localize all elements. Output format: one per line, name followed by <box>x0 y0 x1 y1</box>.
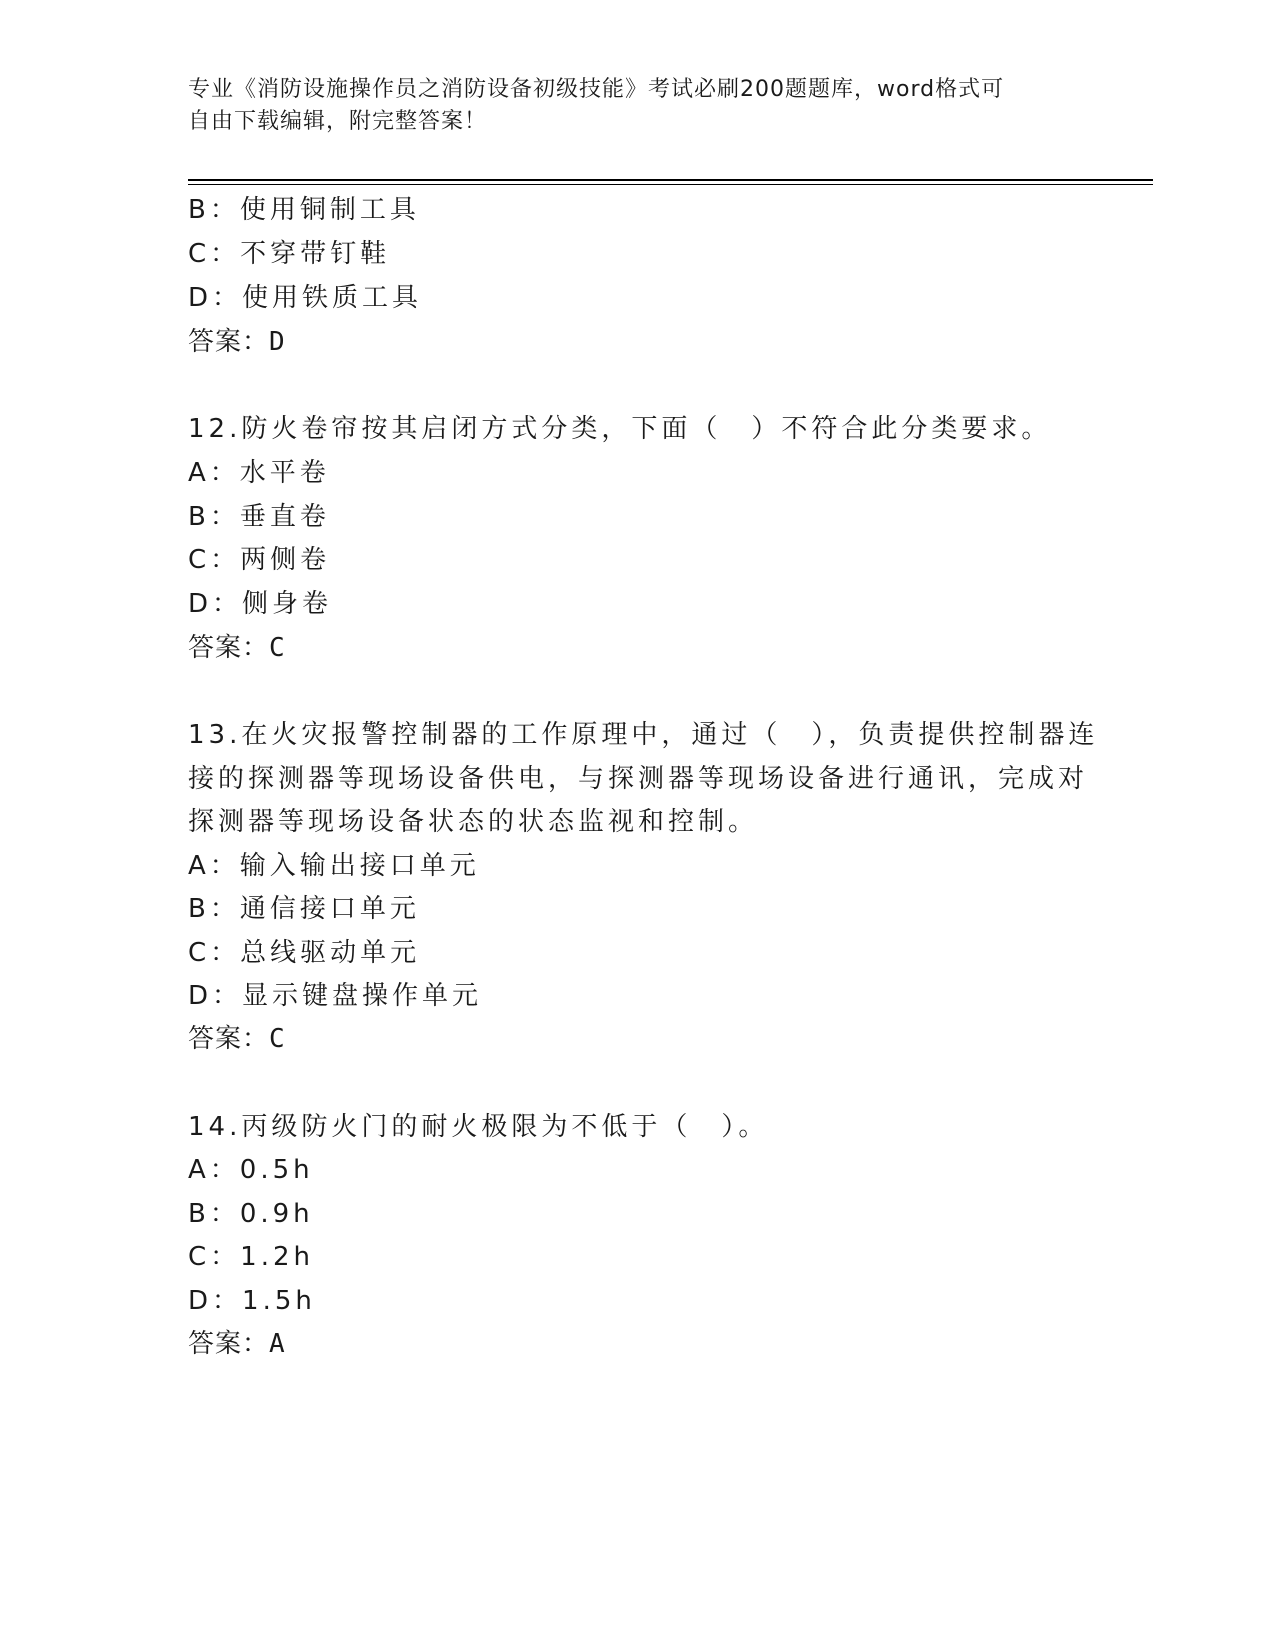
q13-stem-line-2: 接的探测器等现场设备供电，与探测器等现场设备进行通讯，完成对 <box>188 764 1089 794</box>
q14-option-a: A：0.5h <box>188 1155 314 1185</box>
answer-label: 答案： <box>188 1329 270 1359</box>
answer-value: D <box>269 327 286 357</box>
q11-option-c: C：不穿带钉鞋 <box>188 239 391 269</box>
q13-option-a: A：输入输出接口单元 <box>188 851 480 881</box>
answer-value: A <box>269 1329 286 1359</box>
q12-option-d: D：侧身卷 <box>188 589 333 619</box>
document-header <box>188 74 1088 138</box>
answer-value: C <box>269 1024 286 1054</box>
q11-option-b: B：使用铜制工具 <box>188 195 420 225</box>
answer-label: 答案： <box>188 327 270 357</box>
q13-stem-line-3: 探测器等现场设备状态的状态监视和控制。 <box>188 807 759 837</box>
header-title-line-2: 自由下载编辑，附完整答案！ <box>188 109 488 134</box>
q12-option-b: B：垂直卷 <box>188 502 330 532</box>
q13-option-b: B：通信接口单元 <box>188 894 420 924</box>
q12-answer <box>188 631 286 665</box>
answer-value: C <box>269 633 286 663</box>
answer-label: 答案： <box>188 1024 270 1054</box>
q12-option-c: C：两侧卷 <box>188 545 331 575</box>
q14-stem: 14.丙级防火门的耐火极限为不低于（ ）。 <box>188 1112 769 1142</box>
q12-option-a: A：水平卷 <box>188 458 330 488</box>
q14-option-c: C：1.2h <box>188 1242 314 1272</box>
q14-answer <box>188 1327 286 1361</box>
q11-option-d: D：使用铁质工具 <box>188 283 423 313</box>
q13-answer <box>188 1022 286 1056</box>
q14-option-d: D：1.5h <box>188 1286 316 1316</box>
answer-label: 答案： <box>188 633 270 663</box>
q13-option-d: D：显示键盘操作单元 <box>188 981 483 1011</box>
header-title-line-1: 专业《消防设施操作员之消防设备初级技能》考试必刷200题题库，word格式可 <box>188 77 1005 102</box>
q12-stem: 12.防火卷帘按其启闭方式分类，下面（ ）不符合此分类要求。 <box>188 414 1052 444</box>
q14-option-b: B：0.9h <box>188 1199 314 1229</box>
q13-stem-line-1: 13.在火灾报警控制器的工作原理中，通过（ ），负责提供控制器连 <box>188 720 1099 750</box>
q11-answer <box>188 325 286 359</box>
header-divider-thin <box>188 184 1153 185</box>
header-divider-thick <box>188 179 1153 181</box>
q13-option-c: C：总线驱动单元 <box>188 938 421 968</box>
